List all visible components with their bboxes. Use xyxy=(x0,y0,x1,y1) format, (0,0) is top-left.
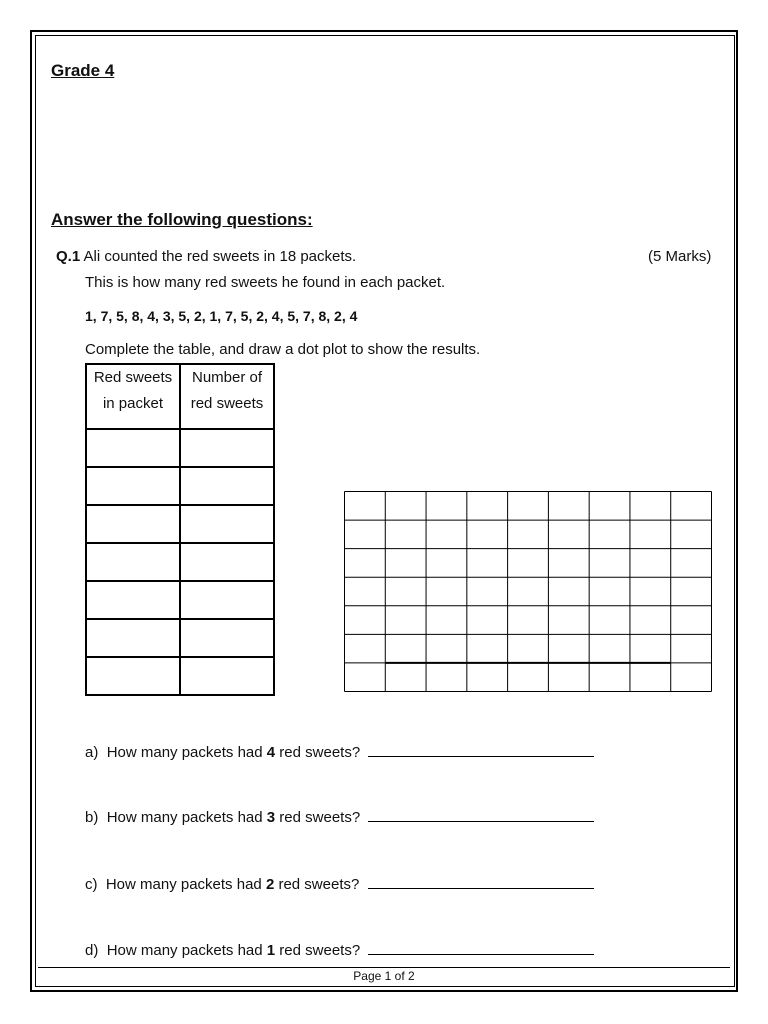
table-cell-red-sweets[interactable] xyxy=(86,543,180,581)
question-text: Ali counted the red sweets in 18 packets. xyxy=(83,248,357,265)
sub-question-label: c) xyxy=(85,876,98,893)
sub-question-label: d) xyxy=(85,942,99,959)
answer-blank[interactable] xyxy=(368,940,594,955)
question-number: Q.1 xyxy=(56,248,81,265)
table-header-line: red sweets xyxy=(190,395,264,412)
table-cell-number[interactable] xyxy=(180,657,274,695)
sub-question-number: 4 xyxy=(266,744,276,761)
question-1 xyxy=(56,248,356,266)
sub-question-c xyxy=(85,874,594,893)
table-cell-number[interactable] xyxy=(180,429,274,467)
dot-plot-grid[interactable] xyxy=(344,491,712,692)
table-cell-red-sweets[interactable] xyxy=(86,429,180,467)
sub-question-text: How many packets had xyxy=(106,809,263,826)
table-row xyxy=(86,619,274,657)
sub-question-text: red sweets? xyxy=(278,876,360,893)
table-row xyxy=(86,657,274,695)
table-cell-red-sweets[interactable] xyxy=(86,505,180,543)
sub-question-a xyxy=(85,742,594,761)
question-line-2: This is how many red sweets he found in each packet. xyxy=(85,274,446,291)
sub-question-number: 2 xyxy=(265,876,275,893)
sub-question-text: red sweets? xyxy=(279,744,361,761)
sub-question-text: How many packets had xyxy=(106,942,263,959)
sub-question-number: 3 xyxy=(266,809,276,826)
sub-question-text: red sweets? xyxy=(279,809,361,826)
table-cell-number[interactable] xyxy=(180,581,274,619)
table-header-line: in packet xyxy=(102,395,164,412)
sub-question-text: red sweets? xyxy=(279,942,361,959)
frequency-table xyxy=(85,363,275,696)
sub-question-d xyxy=(85,940,594,959)
page-number: Page 1 of 2 xyxy=(353,969,415,983)
answer-blank[interactable] xyxy=(368,874,594,889)
table-row xyxy=(86,429,274,467)
sub-question-text: How many packets had xyxy=(105,876,262,893)
question-marks: (5 Marks) xyxy=(648,248,712,265)
answer-blank[interactable] xyxy=(368,742,594,757)
table-row xyxy=(86,505,274,543)
footer-rule xyxy=(38,967,730,968)
table-cell-red-sweets[interactable] xyxy=(86,581,180,619)
table-row xyxy=(86,467,274,505)
instruction-text: Complete the table, and draw a dot plot to show the results. xyxy=(85,341,481,358)
table-cell-number[interactable] xyxy=(180,467,274,505)
table-cell-red-sweets[interactable] xyxy=(86,619,180,657)
table-header-line: Red sweets xyxy=(93,369,173,386)
table-cell-red-sweets[interactable] xyxy=(86,657,180,695)
answer-blank[interactable] xyxy=(368,807,594,822)
data-values: 1, 7, 5, 8, 4, 3, 5, 2, 1, 7, 5, 2, 4, 5, 7, 8, 2, 4 xyxy=(85,308,358,324)
sub-question-label: a) xyxy=(85,744,99,761)
table-header-red-sweets xyxy=(86,364,180,429)
sub-question-b xyxy=(85,807,594,826)
grade-title: Grade 4 xyxy=(51,61,115,80)
table-cell-red-sweets[interactable] xyxy=(86,467,180,505)
table-row xyxy=(86,543,274,581)
table-header-line: Number of xyxy=(191,369,263,386)
sub-question-text: How many packets had xyxy=(106,744,263,761)
table-header-number xyxy=(180,364,274,429)
table-row xyxy=(86,581,274,619)
table-cell-number[interactable] xyxy=(180,619,274,657)
table-cell-number[interactable] xyxy=(180,543,274,581)
section-heading: Answer the following questions: xyxy=(51,210,313,229)
sub-question-label: b) xyxy=(85,809,99,826)
sub-question-number: 1 xyxy=(266,942,276,959)
table-cell-number[interactable] xyxy=(180,505,274,543)
